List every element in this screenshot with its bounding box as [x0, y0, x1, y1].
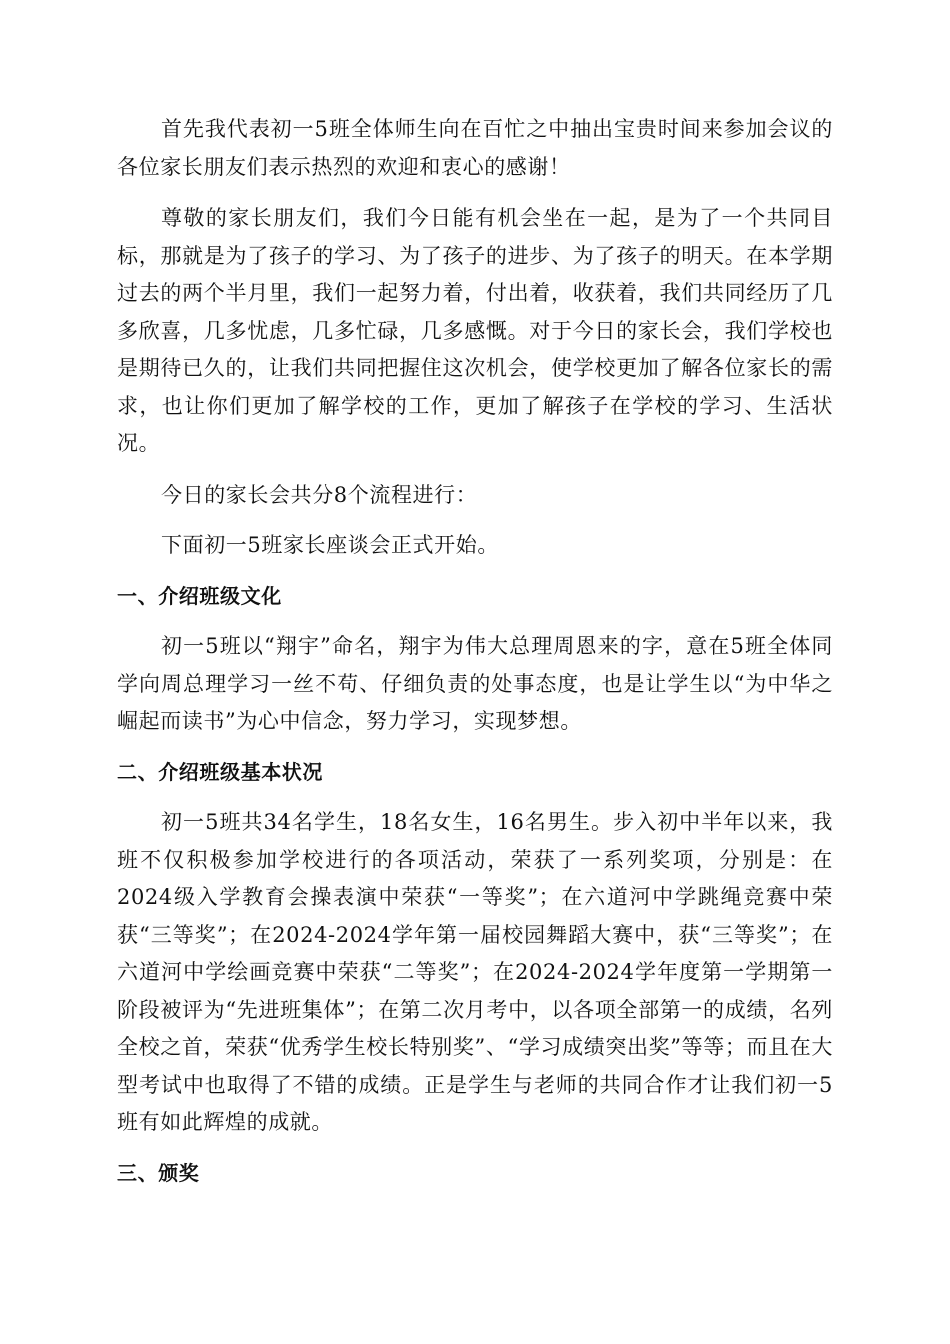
class-culture-paragraph: 初一5班以“翔宇”命名，翔宇为伟大总理周恩来的字，意在5班全体同学向周总理学习一丝不苟、仔细负责的处事态度，也是让学生以“为中华之崛起而读书”为心中信念，努力学习，实现梦想。	[117, 634, 833, 733]
section-heading-class-culture: 一、介绍班级文化	[117, 583, 282, 608]
class-status-paragraph: 初一5班共34名学生，18名女生，16名男生。步入初中半年以来，我班不仅积极参加学校进行的各项活动，荣获了一系列奖项，分别是：在2024级入学教育会操表演中荣获“一等奖”；在六道河中学跳绳竞赛中荣获“三等奖”；在2024-2024学年第一届校园舞蹈大赛中，获“三等奖”；在六道河中学绘画竞赛中荣获“二等奖”；在2024-2024学年度第一学期第一阶段被评为“先进班集体”；在第二次月考中，以各项全部第一的成绩，名列全校之首，荣获“优秀学生校长特别奖”、“学习成绩突出奖”等等；而且在大型考试中也取得了不错的成绩。正是学生与老师的共同合作才让我们初一5班有如此辉煌的成就。	[117, 810, 833, 1134]
section-heading-awards: 三、颁奖	[117, 1160, 200, 1185]
purpose-paragraph: 尊敬的家长朋友们，我们今日能有机会坐在一起，是为了一个共同目标，那就是为了孩子的学习、为了孩子的进步、为了孩子的明天。在本学期过去的两个半月里，我们一起努力着，付出着，收获着，我们共同经历了几多欣喜，几多忧虑，几多忙碌，几多感慨。对于今日的家长会，我们学校也是期待已久的，让我们共同把握住这次机会，使学校更加了解各位家长的需求，也让你们更加了解学校的工作，更加了解孩子在学校的学习、生活状况。	[117, 206, 833, 455]
section-heading-class-status: 二、介绍班级基本状况	[117, 759, 323, 784]
welcome-paragraph: 首先我代表初一5班全体师生向在百忙之中抽出宝贵时间来参加会议的各位家长朋友们表示热烈的欢迎和衷心的感谢！	[117, 117, 833, 179]
start-paragraph: 下面初一5班家长座谈会正式开始。	[161, 533, 499, 557]
process-paragraph: 今日的家长会共分8个流程进行：	[161, 482, 478, 507]
document-body	[117, 111, 833, 1192]
